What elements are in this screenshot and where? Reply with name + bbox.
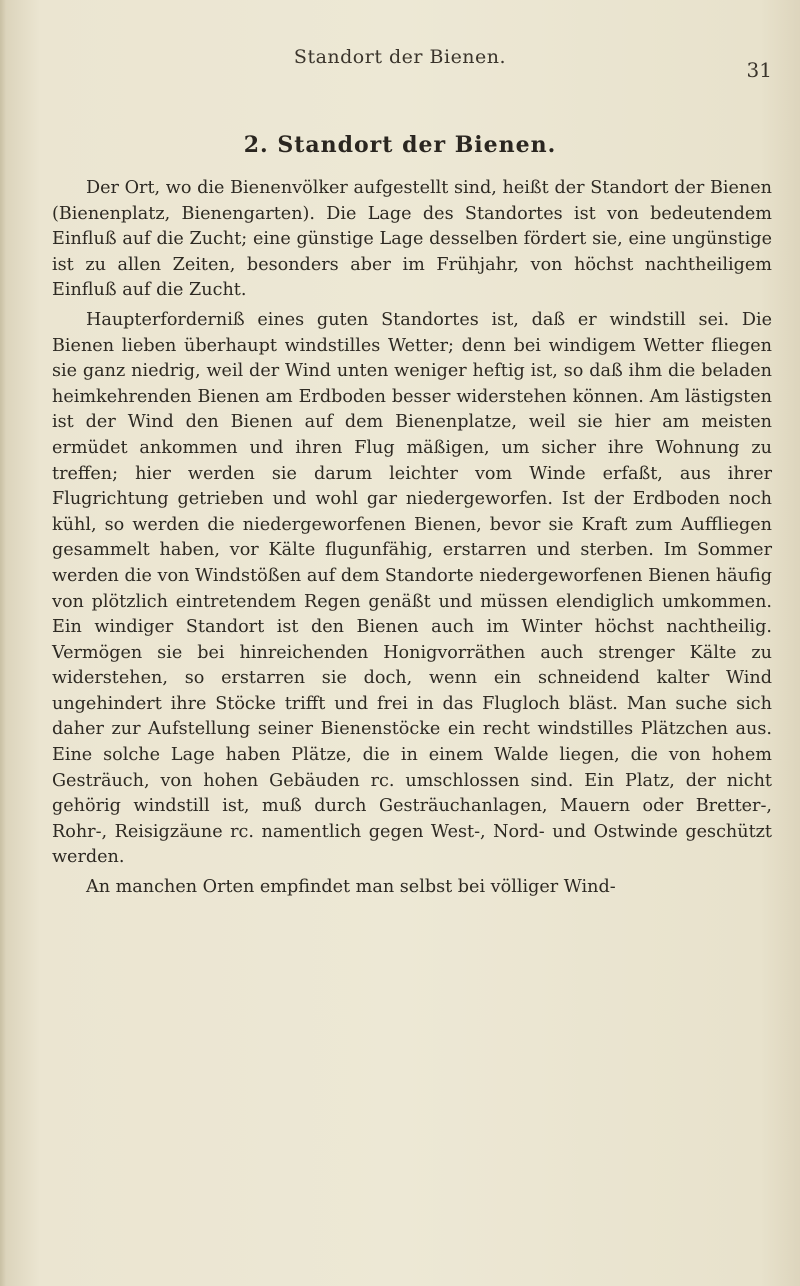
section-heading: 2. Standort der Bienen.	[243, 132, 557, 158]
page-number: 31	[746, 58, 772, 82]
page-gutter-shadow	[0, 0, 6, 1286]
running-header: Standort der Bienen.	[293, 46, 507, 68]
paragraph-1: Der Ort, wo die Bienenvölker aufgestellt sind, heißt der Standort der Bienen (Bienenplatz, Bienengarten). Die Lage des Standortes ist von bedeutendem Einfluß auf die Zucht; eine günstige Lage desselben fördert sie, eine ungünstige ist zu allen Zeiten, besonders aber im Frühjahr, von höchst nachtheiligem Einfluß auf die Zucht.	[52, 178, 772, 301]
body-text	[52, 176, 772, 901]
paragraph-3: An manchen Orten empfindet man selbst bei völliger Wind-	[86, 877, 616, 898]
paragraph-2: Haupterforderniß eines guten Standortes ist, daß er windstill sei. Die Bienen lieben überhaupt windstilles Wetter; denn bei windigem Wetter fliegen sie ganz niedrig, weil der Wind unten weniger heftig ist, so daß ihm die beladen heimkehrenden Bienen am Erdboden besser widerstehen können. Am lästigsten ist der Wind den Bienen auf dem Bienenplatze, weil sie hier am meisten ermüdet ankommen und ihren Flug mäßigen, um sicher ihre Wohnung zu treffen; hier werden sie darum leichter vom Winde erfaßt, aus ihrer Flugrichtung getrieben und wohl gar niedergeworfen. Ist der Erdboden noch kühl, so werden die niedergeworfenen Bienen, bevor sie Kraft zum Auffliegen gesammelt haben, vor Kälte flugunfähig, erstarren und sterben. Im Sommer werden die von Windstößen auf dem Standorte niedergeworfenen Bienen häufig von plötzlich eintretendem Regen genäßt und müssen elendiglich umkommen. Ein windiger Standort ist den Bienen auch im Winter höchst nachtheilig. Vermögen sie bei hinreichenden Honigvorräthen auch strenger Kälte zu widerstehen, so erstarren sie doch, wenn ein schneidend kalter Wind ungehindert ihre Stöcke trifft und frei in das Flugloch bläst. Man suche sich daher zur Aufstellung seiner Bienenstöcke ein recht windstilles Plätzchen aus. Eine solche Lage haben Plätze, die in einem Walde liegen, die von hohem Gesträuch, von hohen Gebäuden rc. umschlossen sind. Ein Platz, der nicht gehörig windstill ist, muß durch Gesträuchanlagen, Mauern oder Bretter-, Rohr-, Reisigzäune rc. namentlich gegen West-, Nord- und Ostwinde geschützt werden.	[52, 309, 772, 868]
